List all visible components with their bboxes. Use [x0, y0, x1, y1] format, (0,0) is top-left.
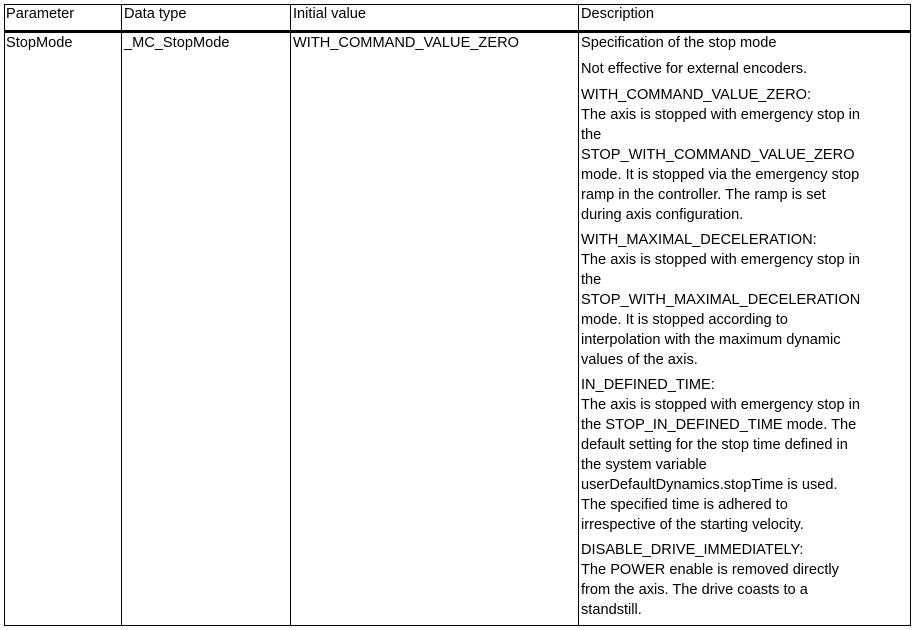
cell-description	[581, 33, 903, 625]
cell-parameter: StopMode	[6, 35, 73, 51]
header-description: Description	[581, 6, 654, 22]
option-line: The specified time is adhered to	[581, 497, 788, 513]
option-line: IN_DEFINED_TIME:	[581, 377, 715, 393]
header-initial-value: Initial value	[293, 6, 367, 22]
option-line: userDefaultDynamics.stopTime is used.	[581, 477, 838, 493]
option-line: irrespective of the starting velocity.	[581, 517, 804, 533]
option-line: standstill.	[581, 602, 642, 618]
option-line: DISABLE_DRIVE_IMMEDIATELY:	[581, 542, 804, 558]
option-line: during axis configuration.	[581, 207, 744, 223]
header-data-type: Data type	[124, 6, 187, 22]
option-with-command-value-zero	[581, 85, 903, 225]
option-line: The POWER enable is removed directly	[581, 562, 839, 578]
option-line: interpolation with the maximum dynamic	[581, 332, 841, 348]
header-parameter: Parameter	[6, 6, 75, 22]
option-line: mode. It is stopped via the emergency stop	[581, 167, 860, 183]
option-line: The axis is stopped with emergency stop in	[581, 107, 861, 123]
description-note: Not effective for external encoders.	[581, 61, 808, 77]
option-in-defined-time	[581, 375, 903, 535]
option-line: WITH_COMMAND_VALUE_ZERO:	[581, 87, 812, 103]
option-line: the	[581, 127, 602, 143]
description-intro: Specification of the stop mode	[581, 35, 777, 51]
column-divider	[121, 5, 122, 625]
option-line: from the axis. The drive coasts to a	[581, 582, 808, 598]
option-line: the	[581, 272, 602, 288]
option-line: the STOP_IN_DEFINED_TIME mode. The	[581, 417, 857, 433]
cell-initial-value: WITH_COMMAND_VALUE_ZERO	[293, 35, 519, 51]
option-line: The axis is stopped with emergency stop in	[581, 397, 861, 413]
option-line: STOP_WITH_MAXIMAL_DECELERATION	[581, 292, 861, 308]
column-divider	[578, 5, 579, 625]
option-with-maximal-deceleration	[581, 230, 903, 370]
cell-data-type: _MC_StopMode	[124, 35, 230, 51]
option-line: mode. It is stopped according to	[581, 312, 788, 328]
option-line: ramp in the controller. The ramp is set	[581, 187, 826, 203]
option-line: WITH_MAXIMAL_DECELERATION:	[581, 232, 817, 248]
option-line: STOP_WITH_COMMAND_VALUE_ZERO	[581, 147, 855, 163]
option-line: The axis is stopped with emergency stop in	[581, 252, 861, 268]
option-disable-drive-immediately	[581, 540, 903, 620]
option-line: values of the axis.	[581, 352, 698, 368]
option-line: the system variable	[581, 457, 707, 473]
option-line: default setting for the stop time defined in	[581, 437, 848, 453]
column-divider	[290, 5, 291, 625]
